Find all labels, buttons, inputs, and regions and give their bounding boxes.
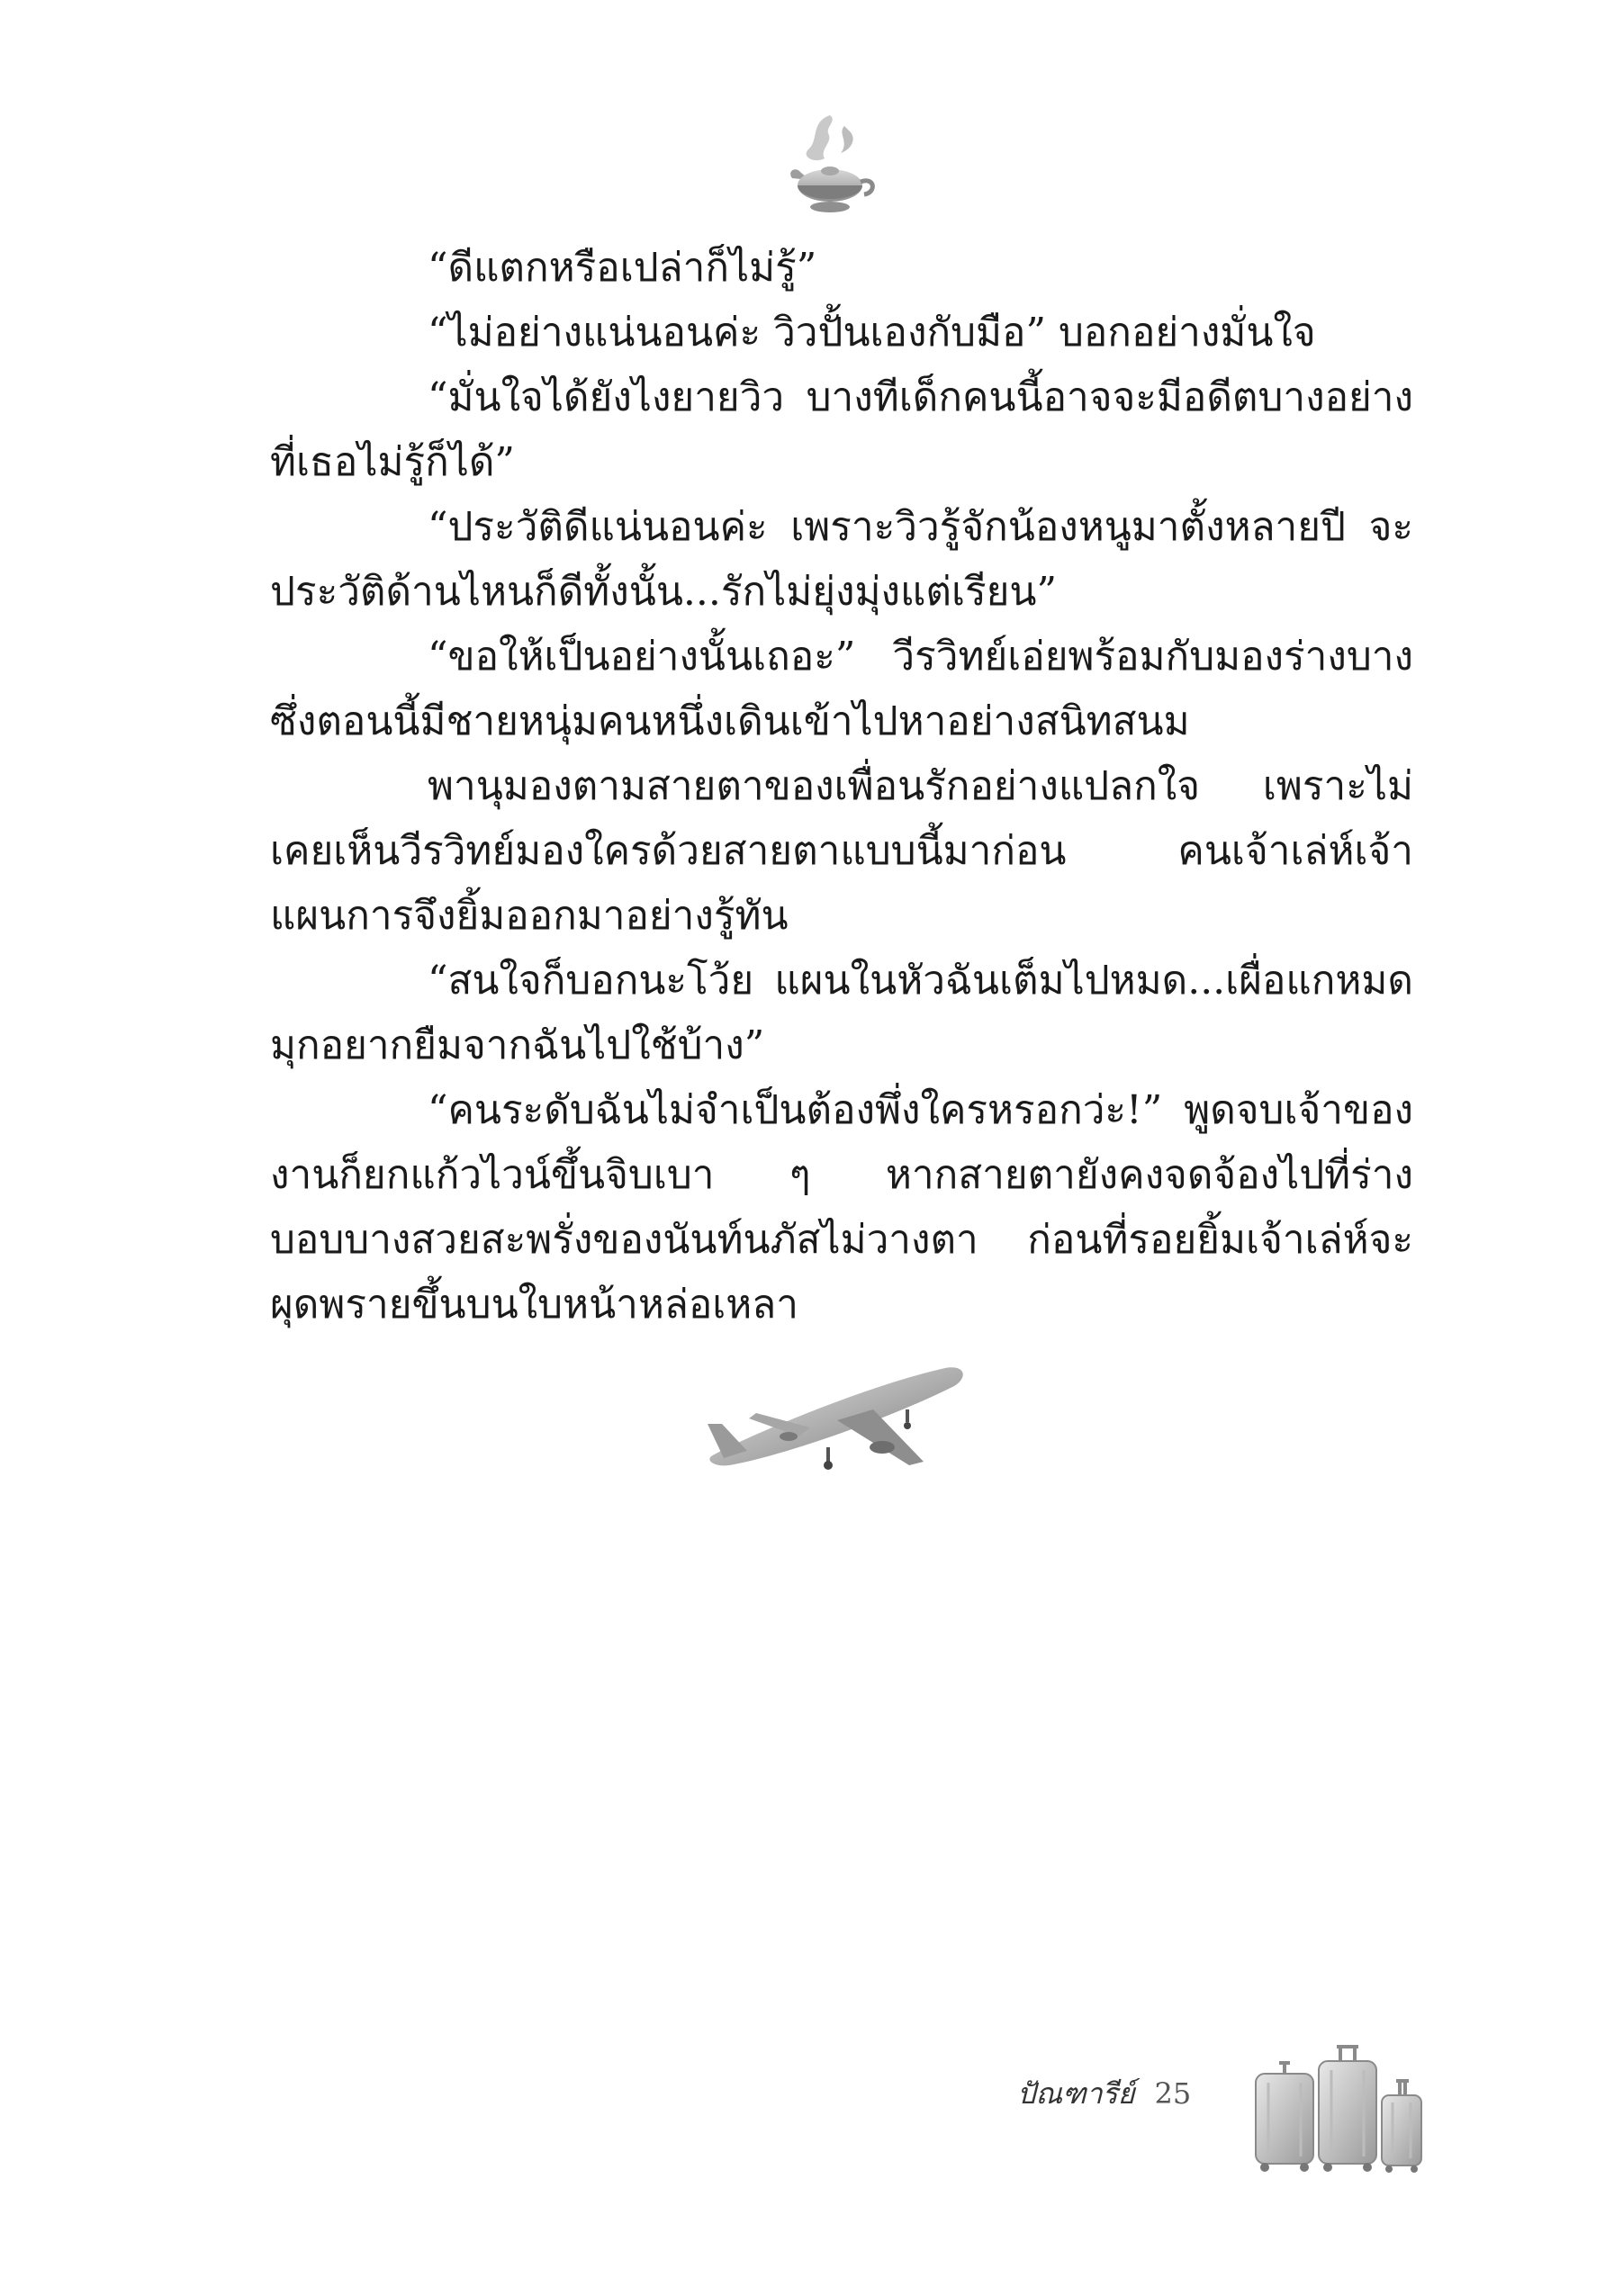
paragraph: “ประวัติดีแน่นอนค่ะ เพราะวิวรู้จักน้องหนูมาตั้งหลายปี จะประวัติด้านไหนก็ดีทั้งนั้น...รักไม่ยุ่งมุ่งแต่เรียน” (270, 504, 1413, 615)
paragraph: “ขอให้เป็นอย่างนั้นเถอะ” วีรวิทย์เอ่ยพร้อมกับมองร่างบางซึ่งตอนนี้มีชายหนุ่มคนหนึ่งเดินเข้าไปหาอย่างสนิทสนม (270, 634, 1413, 744)
paragraph: “สนใจก็บอกนะโว้ย แผนในหัวฉันเต็มไปหมด...เผื่อแกหมดมุกอยากยืมจากฉันไปใช้บ้าง” (270, 958, 1413, 1068)
body-text (270, 236, 1413, 1337)
luggage-icon (1247, 2043, 1427, 2178)
airplane-icon (702, 1350, 972, 1494)
paragraph: “ดีแตกหรือเปล่าก็ไม่รู้” (428, 245, 817, 291)
paragraph: พานุมองตามสายตาของเพื่อนรักอย่างแปลกใจ เพราะไม่เคยเห็นวีรวิทย์มองใครด้วยสายตาแบบนี้มาก่อน คนเจ้าเล่ห์เจ้าแผนการจึงยิ้มออกมาอย่างรู้ทัน (270, 763, 1413, 939)
page-footer (1017, 2066, 1233, 2120)
teapot-ornament-icon (774, 106, 882, 223)
paragraph: “คนระดับฉันไม่จำเป็นต้องพึ่งใครหรอกว่ะ!” พูดจบเจ้าของงานก็ยกแก้วไวน์ขึ้นจิบเบา ๆ หากสายตายังคงจดจ้องไปที่ร่างบอบบางสวยสะพรั่งของนันท์นภัสไม่วางตา ก่อนที่รอยยิ้มเจ้าเล่ห์จะผุดพรายขึ้นบนใบหน้าหล่อเหลา (270, 1087, 1413, 1328)
footer-author: ปัณฑารีย์ (1017, 2075, 1135, 2111)
paragraph: “มั่นใจได้ยังไงยายวิว บางทีเด็กคนนี้อาจจะมีอดีตบางอย่างที่เธอไม่รู้ก็ได้” (270, 374, 1413, 485)
paragraph: “ไม่อย่างแน่นอนค่ะ วิวปั้นเองกับมือ” บอกอย่างมั่นใจ (428, 310, 1316, 356)
page-number: 25 (1154, 2076, 1192, 2111)
